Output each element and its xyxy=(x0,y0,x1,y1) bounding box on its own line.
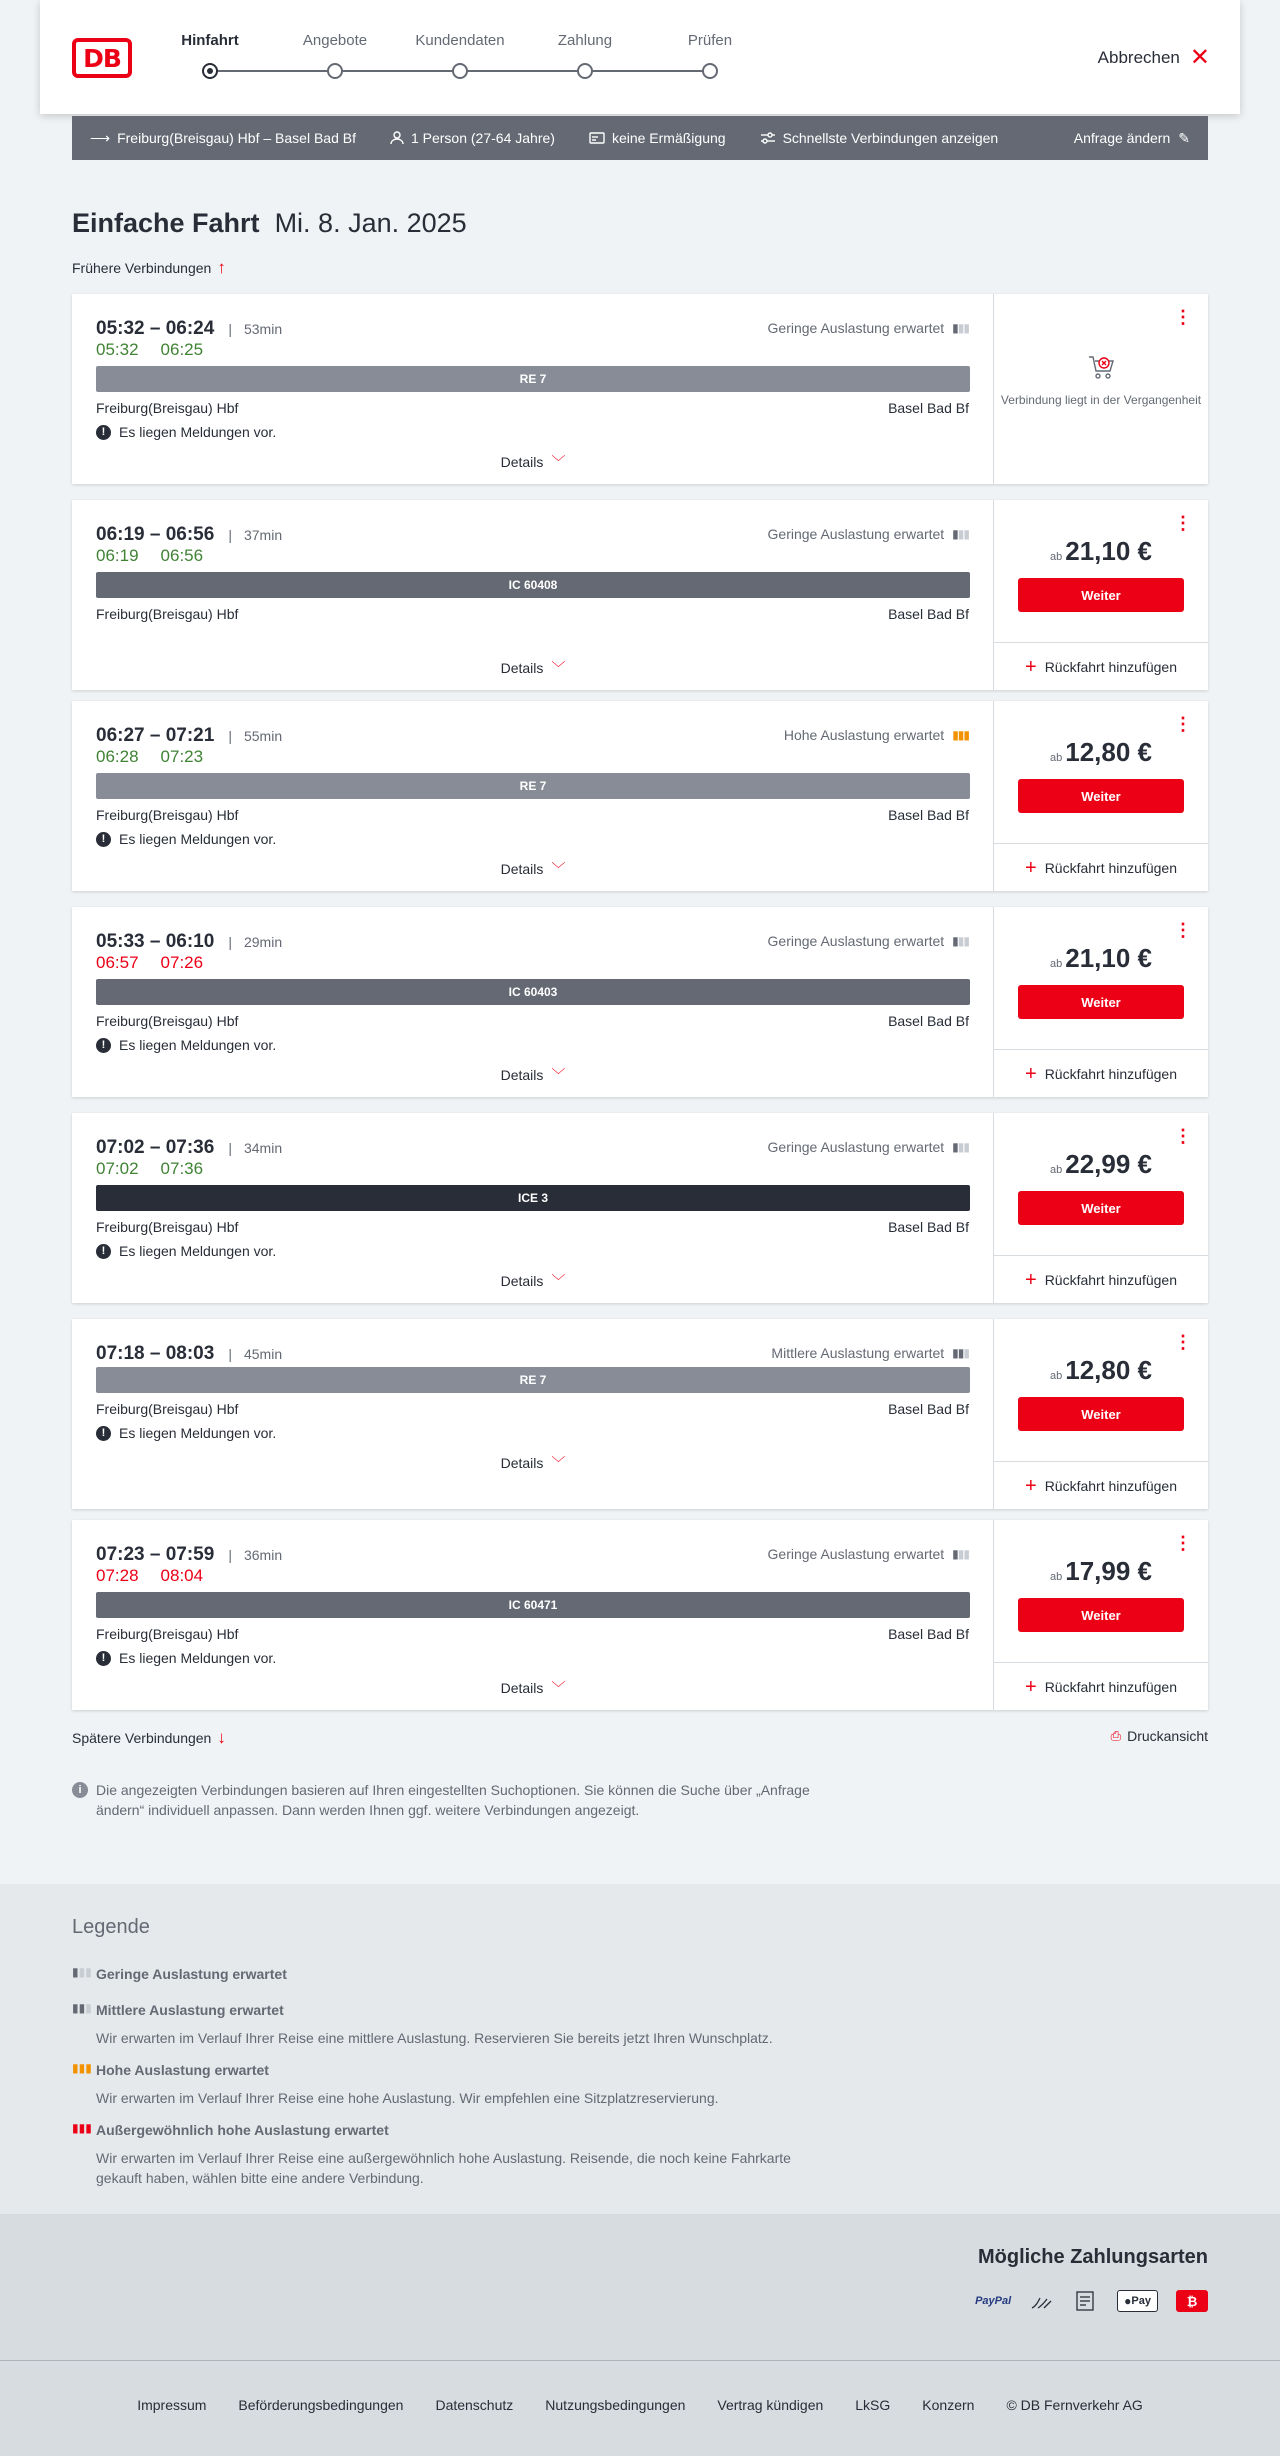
load-extreme-icon: ▮▮▮ xyxy=(72,2121,92,2135)
invoice-icon xyxy=(1073,2290,1099,2312)
occupancy-icon: ▮▮▮ xyxy=(952,321,969,335)
realtime-departure: 06:19 xyxy=(96,546,139,565)
occupancy-label: Geringe Auslastung erwartet xyxy=(767,1546,945,1562)
card-icon xyxy=(589,132,605,144)
details-label: Details xyxy=(500,1680,544,1696)
route-arrow-icon: ⟶ xyxy=(90,129,111,146)
print-label: Druckansicht xyxy=(1127,1728,1208,1744)
query-persons-label: 1 Person (27-64 Jahre) xyxy=(410,130,555,146)
pencil-icon: ✎ xyxy=(1178,129,1190,146)
offer-panel xyxy=(994,500,1208,690)
messages-notice xyxy=(96,831,276,847)
price xyxy=(994,1149,1208,1180)
connection-times xyxy=(96,931,282,953)
details-label: Details xyxy=(500,861,544,877)
train-bar[interactable] xyxy=(96,1367,970,1393)
offer-panel xyxy=(994,907,1208,1097)
train-label: RE 7 xyxy=(519,779,547,793)
price xyxy=(994,737,1208,768)
occupancy-label: Hohe Auslastung erwartet xyxy=(783,727,945,743)
trip-type: Einfache Fahrt xyxy=(72,208,260,238)
details-label: Details xyxy=(500,1455,544,1471)
planned-times: 07:02 – 07:36 xyxy=(96,1137,215,1158)
continue-button[interactable] xyxy=(1018,779,1184,813)
chevron-down-icon: ﹀ xyxy=(551,861,566,877)
continue-label: Weiter xyxy=(1081,994,1121,1010)
info-note xyxy=(72,1780,852,1820)
edit-query-button[interactable] xyxy=(1074,130,1190,147)
later-label: Spätere Verbindungen xyxy=(72,1730,212,1746)
destination-station: Basel Bad Bf xyxy=(888,1401,969,1417)
train-bar[interactable] xyxy=(96,1185,970,1211)
occupancy-icon: ▮▮▮ xyxy=(952,1346,969,1360)
query-route[interactable] xyxy=(90,130,356,147)
connection-details xyxy=(72,294,994,484)
past-label: Verbindung liegt in der Vergangenheit xyxy=(1000,393,1202,407)
details-label: Details xyxy=(500,660,544,676)
db-card-icon: ₿ xyxy=(1176,2290,1208,2312)
realtime-times xyxy=(96,340,203,360)
connection-details xyxy=(72,1520,994,1710)
origin-station: Freiburg(Breisgau) Hbf xyxy=(96,400,239,416)
realtime-times xyxy=(96,1159,203,1179)
price-prefix: ab xyxy=(1050,1370,1063,1382)
duration: | 36min xyxy=(228,1547,282,1563)
legend-item-medium xyxy=(72,2000,773,2048)
price-prefix: ab xyxy=(1050,958,1063,970)
messages-notice xyxy=(96,424,276,440)
add-return-label: Rückfahrt hinzufügen xyxy=(1044,658,1177,675)
cart-unavailable-icon xyxy=(1087,354,1115,380)
person-icon xyxy=(390,131,404,145)
connection-card xyxy=(72,1520,1208,1710)
connection-details xyxy=(72,907,994,1097)
query-discount[interactable] xyxy=(589,130,726,146)
origin-station: Freiburg(Breisgau) Hbf xyxy=(96,1013,239,1029)
legend-item-title: Außergewöhnlich hohe Auslastung erwartet xyxy=(96,2122,389,2138)
connection-card xyxy=(72,1113,1208,1303)
occupancy-icon: ▮▮▮ xyxy=(952,728,969,742)
realtime-arrival: 06:25 xyxy=(160,340,204,359)
step-3-dot[interactable] xyxy=(577,63,593,79)
cancel-button[interactable] xyxy=(1098,46,1210,70)
realtime-times xyxy=(96,953,203,973)
payment-section xyxy=(0,2214,1280,2360)
plus-icon: + xyxy=(1025,1268,1037,1291)
occupancy-label: Mittlere Auslastung erwartet xyxy=(771,1345,945,1361)
chevron-down-icon: ﹀ xyxy=(551,1680,566,1696)
plus-icon: + xyxy=(1025,655,1037,678)
destination-station: Basel Bad Bf xyxy=(888,1013,969,1029)
legend-item-text: Wir erwarten im Verlauf Ihrer Reise eine außergewöhnlich hohe Auslastung. Reisende, die noch keine Fahrkarte gekauft haben, wählen bitte eine andere Verbindung. xyxy=(96,2150,791,2186)
price-value: 12,80 € xyxy=(1065,1355,1152,1385)
apple-pay-label: Pay xyxy=(1131,2295,1151,2307)
occupancy-label: Geringe Auslastung erwartet xyxy=(767,526,945,542)
occupancy-info xyxy=(768,526,969,542)
price xyxy=(994,1355,1208,1386)
step-3-label: Zahlung xyxy=(557,32,613,49)
info-text: Die angezeigten Verbindungen basieren auf Ihren eingestellten Suchoptionen. Sie können die Suche über „Anfrage ändern“ individuell anpassen. Dann werden Ihnen ggf. weitere Verbindungen angezeigt. xyxy=(96,1782,810,1818)
legend xyxy=(0,1884,1280,2214)
offer-panel xyxy=(994,1520,1208,1710)
trip-date: Mi. 8. Jan. 2025 xyxy=(274,208,467,238)
footer-link[interactable]: LkSG xyxy=(855,2397,891,2413)
train-bar[interactable] xyxy=(96,366,970,392)
planned-times: 06:19 – 06:56 xyxy=(96,524,215,545)
duration: | 45min xyxy=(228,1346,282,1362)
alert-icon: ! xyxy=(96,832,111,847)
step-1-label: Angebote xyxy=(302,32,368,49)
continue-button[interactable] xyxy=(1018,985,1184,1019)
connection-times xyxy=(96,318,282,340)
more-options-icon[interactable]: ⋮ xyxy=(1174,307,1192,327)
messages-label: Es liegen Meldungen vor. xyxy=(119,424,277,440)
alert-icon: ! xyxy=(96,1244,111,1259)
apple-pay-icon: ●︎ Pay xyxy=(1117,2290,1158,2312)
plus-icon: + xyxy=(1025,1675,1037,1698)
realtime-times xyxy=(96,747,203,767)
destination-station: Basel Bad Bf xyxy=(888,1626,969,1642)
train-label: IC 60471 xyxy=(508,1598,558,1612)
connection-times xyxy=(96,1343,282,1365)
train-bar[interactable] xyxy=(96,979,970,1005)
realtime-departure: 07:28 xyxy=(96,1566,139,1585)
earlier-connections-link[interactable] xyxy=(72,258,226,278)
price xyxy=(994,1556,1208,1587)
realtime-arrival: 07:23 xyxy=(160,747,204,766)
query-option[interactable] xyxy=(760,130,999,146)
connection-card xyxy=(72,907,1208,1097)
chevron-down-icon: ﹀ xyxy=(551,454,566,470)
occupancy-info xyxy=(784,727,969,743)
messages-notice xyxy=(96,1243,276,1259)
legend-title: Legende xyxy=(72,1916,150,1938)
duration: | 29min xyxy=(228,934,282,950)
add-return-button[interactable] xyxy=(994,1461,1208,1509)
step-0-dot xyxy=(202,63,218,79)
later-connections-link[interactable] xyxy=(72,1728,226,1748)
db-logo[interactable]: DB xyxy=(72,38,132,78)
train-bar[interactable] xyxy=(96,572,970,598)
continue-button[interactable] xyxy=(1018,1397,1184,1431)
messages-label: Es liegen Meldungen vor. xyxy=(119,1243,277,1259)
more-options-icon[interactable]: ⋮ xyxy=(1174,1332,1192,1352)
train-label: ICE 3 xyxy=(517,1191,548,1205)
continue-label: Weiter xyxy=(1081,1200,1121,1216)
chevron-down-icon: ﹀ xyxy=(551,1067,566,1083)
occupancy-label: Geringe Auslastung erwartet xyxy=(767,933,945,949)
add-return-button[interactable] xyxy=(994,843,1208,891)
realtime-arrival: 07:26 xyxy=(160,953,204,972)
messages-notice xyxy=(96,1425,276,1441)
continue-button[interactable] xyxy=(1018,1191,1184,1225)
offer-panel xyxy=(994,294,1208,484)
arrow-down-icon: ↓ xyxy=(217,1728,226,1747)
destination-station: Basel Bad Bf xyxy=(888,1219,969,1235)
step-4-label: Prüfen xyxy=(687,32,733,49)
occupancy-info xyxy=(771,1345,969,1361)
connection-times xyxy=(96,1544,282,1566)
direct-debit-icon xyxy=(1029,2290,1055,2312)
alert-icon: ! xyxy=(96,1426,111,1441)
add-return-label: Rückfahrt hinzufügen xyxy=(1044,1678,1177,1695)
details-toggle[interactable] xyxy=(72,1678,994,1698)
cancel-label: Abbrechen xyxy=(1097,48,1180,67)
chevron-down-icon: ﹀ xyxy=(551,1455,566,1471)
footer-links xyxy=(0,2397,1280,2413)
occupancy-icon: ▮▮▮ xyxy=(952,527,969,541)
destination-station: Basel Bad Bf xyxy=(888,807,969,823)
chevron-down-icon: ﹀ xyxy=(551,660,566,676)
realtime-arrival: 08:04 xyxy=(160,1566,204,1585)
origin-station: Freiburg(Breisgau) Hbf xyxy=(96,1626,239,1642)
occupancy-info xyxy=(768,320,969,336)
legend-item-text: Wir erwarten im Verlauf Ihrer Reise eine mittlere Auslastung. Reservieren Sie bereits jetzt Ihren Wunschplatz. xyxy=(96,2030,773,2046)
price-value: 12,80 € xyxy=(1065,737,1152,767)
footer-link[interactable]: Nutzungsbedingungen xyxy=(545,2397,686,2413)
train-label: IC 60403 xyxy=(508,985,558,999)
legend-item-low xyxy=(72,1964,287,1992)
add-return-label: Rückfahrt hinzufügen xyxy=(1044,1271,1177,1288)
price-value: 17,99 € xyxy=(1065,1556,1152,1586)
duration: | 55min xyxy=(228,728,282,744)
details-toggle[interactable] xyxy=(72,859,994,879)
add-return-label: Rückfahrt hinzufügen xyxy=(1044,1065,1177,1082)
planned-times: 05:33 – 06:10 xyxy=(96,931,215,952)
footer-link[interactable]: Vertrag kündigen xyxy=(717,2397,824,2413)
realtime-times xyxy=(96,546,203,566)
price-prefix: ab xyxy=(1050,1571,1063,1583)
add-return-label: Rückfahrt hinzufügen xyxy=(1044,1477,1177,1494)
plus-icon: + xyxy=(1025,856,1037,879)
occupancy-icon: ▮▮▮ xyxy=(952,934,969,948)
add-return-label: Rückfahrt hinzufügen xyxy=(1044,859,1177,876)
connection-card xyxy=(72,701,1208,891)
connection-card xyxy=(72,500,1208,690)
train-label: RE 7 xyxy=(519,372,547,386)
realtime-arrival: 07:36 xyxy=(160,1159,204,1178)
more-options-icon[interactable]: ⋮ xyxy=(1174,1533,1192,1553)
price-prefix: ab xyxy=(1050,551,1063,563)
offer-panel xyxy=(994,701,1208,891)
messages-label: Es liegen Meldungen vor. xyxy=(119,1650,277,1666)
connection-times xyxy=(96,725,282,747)
step-1-dot[interactable] xyxy=(327,63,343,79)
messages-label: Es liegen Meldungen vor. xyxy=(119,831,277,847)
footer-link[interactable]: Datenschutz xyxy=(435,2397,514,2413)
add-return-button[interactable] xyxy=(994,1255,1208,1303)
continue-label: Weiter xyxy=(1081,788,1121,804)
printer-icon: ⎙ xyxy=(1110,1728,1122,1743)
planned-times: 05:32 – 06:24 xyxy=(96,318,215,339)
plus-icon: + xyxy=(1025,1062,1037,1085)
train-bar[interactable] xyxy=(96,1592,970,1618)
add-return-button[interactable] xyxy=(994,642,1208,690)
alert-icon: ! xyxy=(96,1651,111,1666)
legend-item-title: Geringe Auslastung erwartet xyxy=(96,1966,287,1982)
load-low-icon: ▮▮▮ xyxy=(72,1965,92,1979)
connection-details xyxy=(72,1319,994,1509)
alert-icon: ! xyxy=(96,1038,111,1053)
duration: | 37min xyxy=(228,527,282,543)
query-bar xyxy=(72,116,1208,160)
messages-label: Es liegen Meldungen vor. xyxy=(119,1425,277,1441)
details-label: Details xyxy=(500,454,544,470)
planned-times: 07:23 – 07:59 xyxy=(96,1544,215,1565)
details-label: Details xyxy=(500,1067,544,1083)
occupancy-icon: ▮▮▮ xyxy=(952,1547,969,1561)
realtime-departure: 06:57 xyxy=(96,953,139,972)
details-toggle[interactable] xyxy=(72,1271,994,1291)
more-options-icon[interactable]: ⋮ xyxy=(1174,513,1192,533)
train-label: IC 60408 xyxy=(508,578,558,592)
filter-icon xyxy=(760,131,776,145)
details-toggle[interactable] xyxy=(72,452,994,472)
origin-station: Freiburg(Breisgau) Hbf xyxy=(96,807,239,823)
header xyxy=(40,0,1240,114)
connection-details xyxy=(72,701,994,891)
print-view-link[interactable] xyxy=(1111,1728,1208,1744)
duration: | 53min xyxy=(228,321,282,337)
legend-item-high xyxy=(72,2060,719,2108)
price-value: 21,10 € xyxy=(1065,943,1152,973)
more-options-icon[interactable]: ⋮ xyxy=(1174,920,1192,940)
close-icon: ✕ xyxy=(1189,44,1210,71)
add-return-button[interactable] xyxy=(994,1049,1208,1097)
query-option-label: Schnellste Verbindungen anzeigen xyxy=(782,130,999,146)
legend-item-title: Mittlere Auslastung erwartet xyxy=(96,2002,284,2018)
query-discount-label: keine Ermäßigung xyxy=(611,130,726,146)
legend-item-title: Hohe Auslastung erwartet xyxy=(96,2062,269,2078)
info-icon: i xyxy=(72,1782,88,1798)
details-label: Details xyxy=(500,1273,544,1289)
footer-link[interactable]: Impressum xyxy=(137,2397,207,2413)
price-value: 22,99 € xyxy=(1065,1149,1152,1179)
connection-card xyxy=(72,1319,1208,1509)
paypal-icon: PayPal xyxy=(975,2295,1012,2307)
occupancy-label: Geringe Auslastung erwartet xyxy=(767,320,945,336)
train-label: RE 7 xyxy=(519,1373,547,1387)
realtime-departure: 07:02 xyxy=(96,1159,139,1178)
messages-notice xyxy=(96,1037,276,1053)
chevron-down-icon: ﹀ xyxy=(551,1273,566,1289)
price xyxy=(994,943,1208,974)
origin-station: Freiburg(Breisgau) Hbf xyxy=(96,606,239,622)
footer-link[interactable]: Konzern xyxy=(922,2397,975,2413)
price-prefix: ab xyxy=(1050,752,1063,764)
messages-notice xyxy=(96,1650,276,1666)
continue-label: Weiter xyxy=(1081,587,1121,603)
occupancy-info xyxy=(768,1546,969,1562)
occupancy-icon: ▮▮▮ xyxy=(952,1140,969,1154)
details-toggle[interactable] xyxy=(72,1453,994,1473)
destination-station: Basel Bad Bf xyxy=(888,400,969,416)
occupancy-label: Geringe Auslastung erwartet xyxy=(767,1139,945,1155)
price-prefix: ab xyxy=(1050,1164,1063,1176)
realtime-times xyxy=(96,1566,203,1586)
offer-panel xyxy=(994,1113,1208,1303)
edit-query-label: Anfrage ändern xyxy=(1073,130,1171,146)
load-medium-icon: ▮▮▮ xyxy=(72,2001,92,2015)
earlier-label: Frühere Verbindungen xyxy=(72,260,212,276)
legend-item-text: Wir erwarten im Verlauf Ihrer Reise eine hohe Auslastung. Wir empfehlen eine Sitzplatzreservierung. xyxy=(96,2090,719,2106)
load-high-icon: ▮▮▮ xyxy=(72,2061,92,2075)
details-toggle[interactable] xyxy=(72,658,994,678)
planned-times: 07:18 – 08:03 xyxy=(96,1343,215,1364)
realtime-departure: 05:32 xyxy=(96,340,139,359)
connection-details xyxy=(72,500,994,690)
connection-times xyxy=(96,524,282,546)
planned-times: 06:27 – 07:21 xyxy=(96,725,215,746)
connection-times xyxy=(96,1137,282,1159)
payment-title: Mögliche Zahlungsarten xyxy=(977,2246,1208,2268)
payment-icons xyxy=(975,2290,1208,2312)
offer-panel xyxy=(994,1319,1208,1509)
realtime-arrival: 06:56 xyxy=(160,546,204,565)
footer-link[interactable]: © DB Fernverkehr AG xyxy=(1006,2397,1143,2413)
footer xyxy=(0,2360,1280,2456)
alert-icon: ! xyxy=(96,425,111,440)
step-2-dot[interactable] xyxy=(452,63,468,79)
destination-station: Basel Bad Bf xyxy=(888,606,969,622)
more-options-icon[interactable]: ⋮ xyxy=(1174,1126,1192,1146)
price-value: 21,10 € xyxy=(1065,536,1152,566)
past-connection-notice xyxy=(994,354,1208,408)
arrow-up-icon: ↑ xyxy=(217,258,226,277)
step-2-label: Kundendaten xyxy=(415,32,505,49)
add-return-button[interactable] xyxy=(994,1662,1208,1710)
continue-label: Weiter xyxy=(1081,1406,1121,1422)
plus-icon: + xyxy=(1025,1474,1037,1497)
duration: | 34min xyxy=(228,1140,282,1156)
query-persons[interactable] xyxy=(390,130,555,146)
more-options-icon[interactable]: ⋮ xyxy=(1174,714,1192,734)
origin-station: Freiburg(Breisgau) Hbf xyxy=(96,1401,239,1417)
train-bar[interactable] xyxy=(96,773,970,799)
price xyxy=(994,536,1208,567)
origin-station: Freiburg(Breisgau) Hbf xyxy=(96,1219,239,1235)
query-route-label: Freiburg(Breisgau) Hbf – Basel Bad Bf xyxy=(117,130,356,146)
connection-card xyxy=(72,294,1208,484)
continue-button[interactable] xyxy=(1018,1598,1184,1632)
step-0-label: Hinfahrt xyxy=(181,32,239,49)
footer-link[interactable]: Beförderungsbedingungen xyxy=(238,2397,404,2413)
continue-label: Weiter xyxy=(1081,1607,1121,1623)
continue-button[interactable] xyxy=(1018,578,1184,612)
details-toggle[interactable] xyxy=(72,1065,994,1085)
legend-item-extreme xyxy=(72,2120,832,2188)
page-title xyxy=(72,208,467,239)
step-4-dot[interactable] xyxy=(702,63,718,79)
occupancy-info xyxy=(768,1139,969,1155)
realtime-departure: 06:28 xyxy=(96,747,139,766)
connection-details xyxy=(72,1113,994,1303)
messages-label: Es liegen Meldungen vor. xyxy=(119,1037,277,1053)
occupancy-info xyxy=(768,933,969,949)
